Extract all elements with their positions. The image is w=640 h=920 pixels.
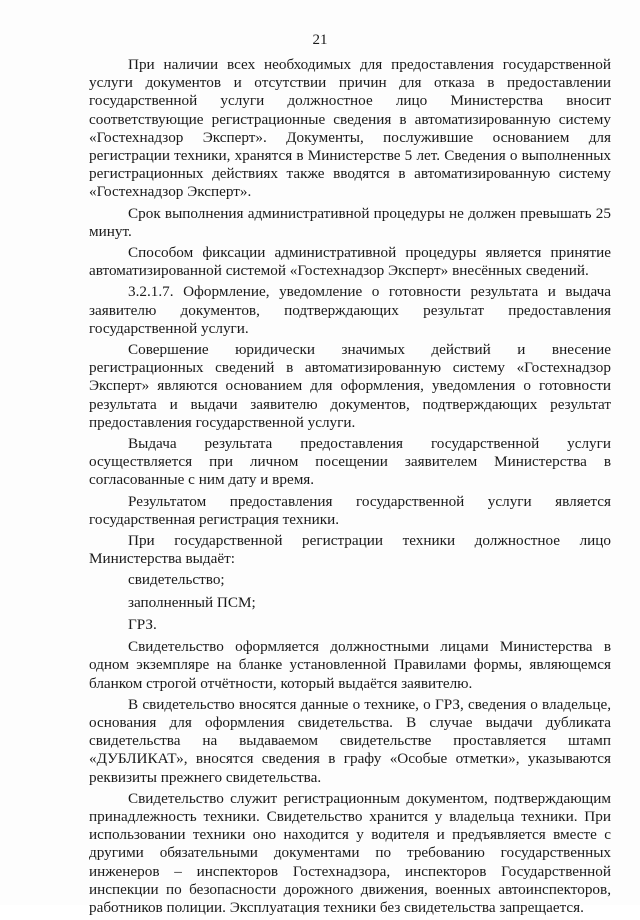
paragraph-certificate-data: В свидетельство вносятся данные о технике, о ГРЗ, сведения о владельце, основания для оформления свидетельства. В случае выдачи дубликата свидетельства на выдаваемом свидетельстве проставляется штамп «ДУБЛИКАТ», вносятся сведения в графу «Особые отметки», указываются реквизиты прежнего свидетельства. [89, 695, 611, 786]
paragraph-registration-info: При наличии всех необходимых для предоставления государственной услуги документов и отсутствии причин для отказа в предоставлении государственной услуги должностное лицо Министерства вносит соответствующие регистрационные сведения в автоматизированную систему «Гостехнадзор Эксперт». Документы, послужившие основанием для регистрации техники, хранятся в Министерстве 5 лет. Сведения о выполненных регистрационных действиях также вводятся в автоматизированную систему «Гостехнадзор Эксперт». [89, 56, 611, 201]
paragraph-certificate-issuance: Свидетельство оформляется должностными лицами Министерства в одном экземпляре на бланке установленной Правилами формы, являющемся бланком строгой отчётности, который выдаётся заявителю. [89, 638, 611, 692]
paragraph-legal-actions: Совершение юридически значимых действий и внесение регистрационных сведений в автоматизированную систему «Гостехнадзор Эксперт» являются основанием для оформления, уведомления о готовности результата и выдачи заявителю документов, подтверждающих результат предоставления государственной услуги. [89, 341, 611, 431]
page-number: 21 [312, 32, 328, 48]
paragraph-section-3-2-1-7: 3.2.1.7. Оформление, уведомление о готовности результата и выдача заявителю документов, подтверждающих результат предоставления государственной услуги. [89, 283, 611, 337]
paragraph-issued-documents-intro: При государственной регистрации техники должностное лицо Министерства выдаёт: [89, 532, 611, 568]
paragraph-procedure-time: Срок выполнения административной процедуры не должен превышать 25 минут. [89, 204, 611, 240]
paragraph-certificate-purpose: Свидетельство служит регистрационным документом, подтверждающим принадлежность техники. Свидетельство хранится у владельца техники. При использовании техники оно находится у водителя и предъявляется вместе с другими обязательными документами по требованию государственных инженеров – инспекторов Гостехнадзора, инспекторов Государственной инспекции по безопасности дорожного движения, военных автоинспекторов, работников полиции. Эксплуатация техники без свидетельства запрещается. [89, 789, 611, 916]
document-body [89, 56, 611, 920]
paragraph-fixation-method: Способом фиксации административной процедуры является принятие автоматизированной системой «Гостехнадзор Эксперт» внесённых сведений. [89, 244, 611, 280]
paragraph-service-result: Результатом предоставления государственной услуги является государственная регистрация техники. [89, 492, 611, 528]
list-item-psm: заполненный ПСМ; [128, 593, 256, 611]
paragraph-result-issuance: Выдача результата предоставления государственной услуги осуществляется при личном посещении заявителем Министерства в согласованные с ним дату и время. [89, 435, 611, 489]
list-item-grz: ГРЗ. [128, 615, 157, 633]
list-item-certificate: свидетельство; [128, 571, 225, 589]
